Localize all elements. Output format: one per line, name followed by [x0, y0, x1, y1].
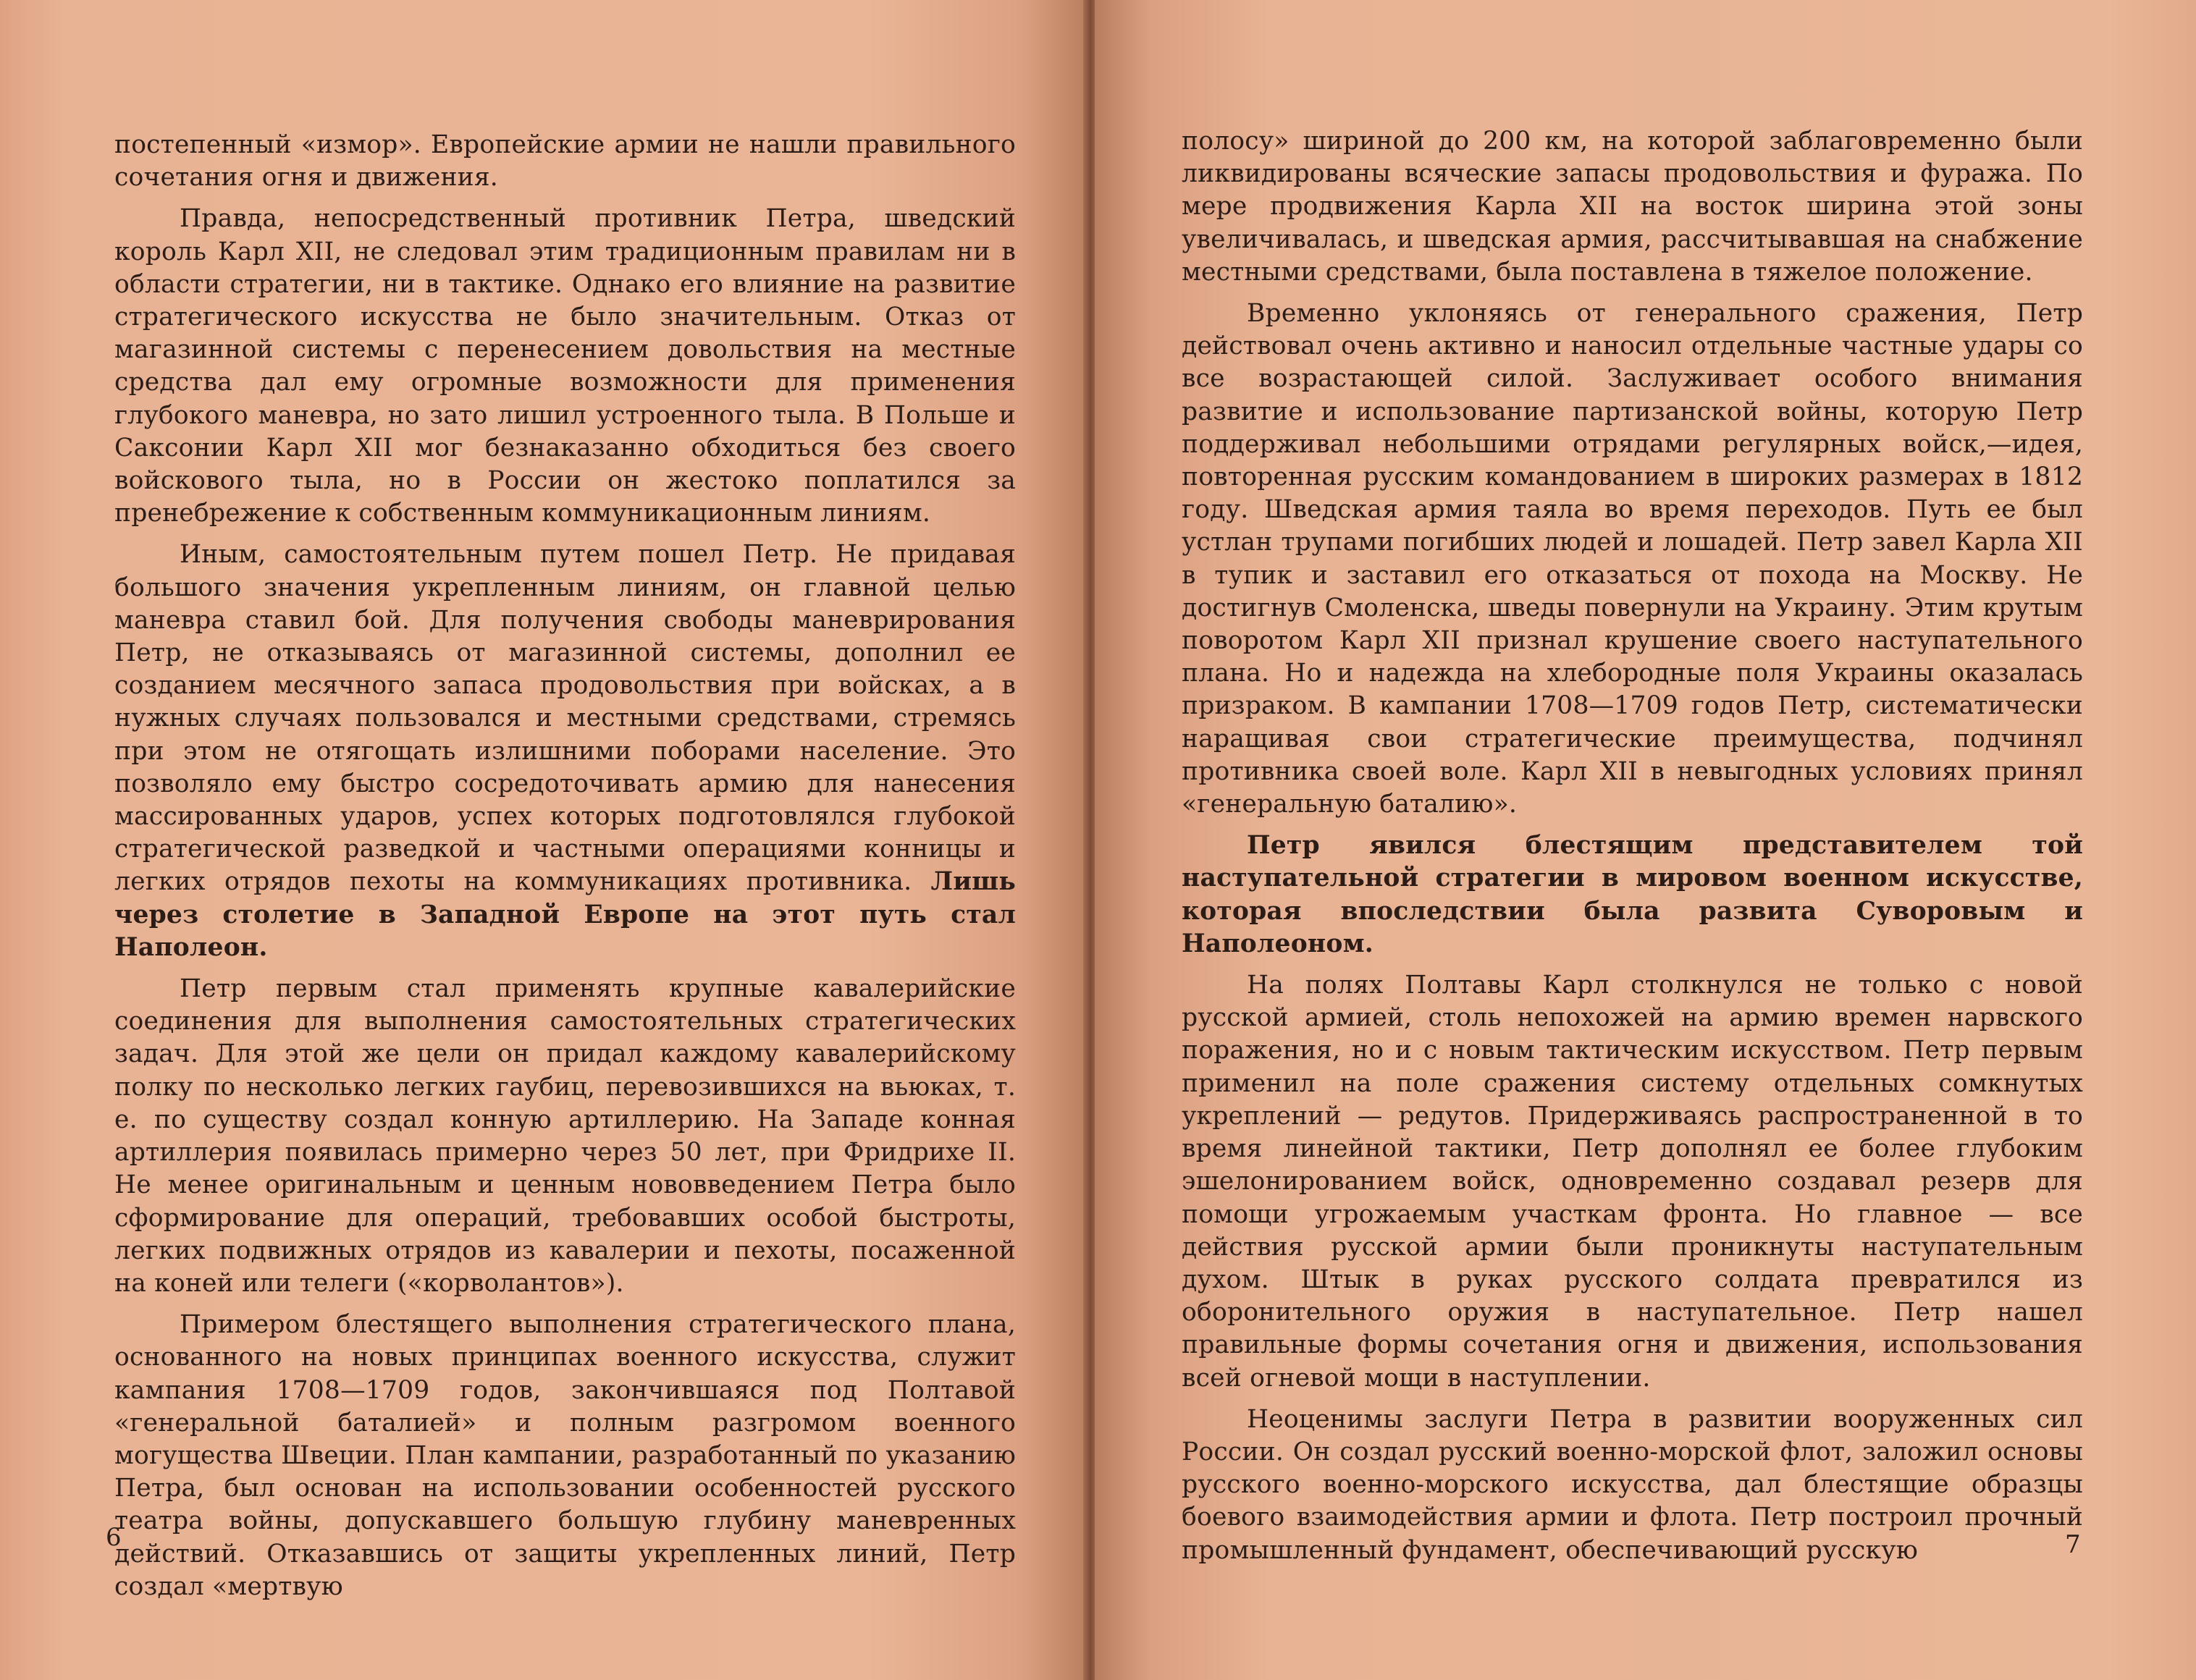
paragraph: Правда, непосредственный противник Петра, шведский король Карл XII, не следовал этим традиционным правилам ни в области стратегии, ни в тактике. Однако его влияние на развитие стратегического искусства не было значительным. Отказ от магазинной системы с перенесением довольствия на местные средства дал ему огромные возможности для применения глубокого маневра, но зато лишил устроенного тыла. В Польше и Саксонии Карл XII мог безнаказанно обходиться без своего войскового тыла, но в России он жестоко поплатился за пренебрежение к собственным коммуникационным линиям. [114, 204, 1016, 528]
bold-emphasis: Лишь через столетие в Западной Европе на этот путь стал Наполеон. [114, 867, 1016, 962]
paragraph: Временно уклоняясь от генерального сражения, Петр действовал очень активно и наносил отдельные частные удары со все возрастающей силой. Заслуживает особого внимания развитие и использование партизанской войны, которую Петр поддерживал небольшими отрядами регулярных войск,—идея, повторенная русским командованием в широких размерах в 1812 году. Шведская армия таяла во время переходов. Путь ее был устлан трупами погибших людей и лошадей. Петр завел Карла XII в тупик и заставил его отказаться от похода на Москву. Не достигнув Смоленска, шведы повернули на Украину. Этим крутым поворотом Карл XII признал крушение своего наступательного плана. Но и надежда на хлебородные поля Украины оказалась призраком. В кампании 1708—1709 годов Петр, систематически наращивая свои стратегические преимущества, подчинял противника своей воле. Карл XII в невыгодных условиях принял «генеральную баталию». [1182, 299, 2083, 819]
paragraph: постепенный «измор». Европейские армии не нашли правильного сочетания огня и движения. [114, 130, 1016, 193]
page-number: 7 [2065, 1530, 2081, 1559]
right-page-text [1182, 125, 2083, 1576]
page-number: 6 [106, 1523, 122, 1552]
paragraph: Неоценимы заслуги Петра в развитии вооруженных сил России. Он создал русский военно-морской флот, заложил основы русского военно-морского искусства, дал блестящие образцы боевого взаимодействия армии и флота. Петр построил прочный промышленный фундамент, обеспечивающий русскую [1182, 1404, 2083, 1565]
paragraph-text: Иным, самостоятельным путем пошел Петр. Не придавая большого значения укрепленным линиям, он главной целью маневра ставил бой. Для получения свободы маневрирования Петр, не отказываясь от магазинной системы, дополнил ее созданием месячного запаса продовольствия при войсках, а в нужных случаях пользовался и местными средствами, стремясь при этом не отягощать излишними поборами население. Это позволяло ему быстро сосредоточивать армию для нанесения массированных ударов, успех которых подготовлялся глубокой стратегической разведкой и частными операциями конницы и легких отрядов пехоты на коммуникациях противника. [114, 540, 1016, 897]
right-page [1095, 0, 2196, 1680]
paragraph [114, 539, 1016, 964]
left-page [0, 0, 1086, 1680]
bold-paragraph: Петр явился блестящим представителем той наступательной стратегии в мировом военном искусстве, которая впоследствии была развита Суворовым и Наполеоном. [1182, 831, 2083, 958]
paragraph: На полях Полтавы Карл столкнулся не только с новой русской армией, столь непохожей на армию времен нарвского поражения, но и с новым тактическим искусством. Петр первым применил на поле сражения систему отдельных сомкнутых укреплений — редутов. Придерживаясь распространенной в то время линейной тактики, Петр дополнял ее более глубоким эшелонированием войск, одновременно создавал резерв для помощи угрожаемым участкам фронта. Но главное — все действия русской армии были проникнуты наступательным духом. Штык в руках русского солдата превратился из оборонительного оружия в наступательное. Петр нашел правильные формы сочетания огня и движения, использования всей огневой мощи в наступлении. [1182, 971, 2083, 1393]
paragraph: полосу» шириной до 200 км, на которой заблаговременно были ликвидированы всяческие запасы продовольствия и фуража. По мере продвижения Карла XII на восток ширина этой зоны увеличивалась, и шведская армия, рассчитывавшая на снабжение местными средствами, была поставлена в тяжелое положение. [1182, 127, 2083, 287]
left-page-text [114, 129, 1016, 1612]
paragraph: Петр первым стал применять крупные кавалерийские соединения для выполнения самостоятельных стратегических задач. Для этой же цели он придал каждому кавалерийскому полку по несколько легких гаубиц, перевозившихся на вьюках, т. е. по существу создал конную артиллерию. На Западе конная артиллерия появилась примерно через 50 лет, при Фридрихе II. Не менее оригинальным и ценным нововведением Петра было сформирование для операций, требовавших особой быстроты, легких подвижных отрядов из кавалерии и пехоты, посаженной на коней или телеги («корволантов»). [114, 974, 1016, 1298]
paragraph: Примером блестящего выполнения стратегического плана, основанного на новых принципах военного искусства, служит кампания 1708—1709 годов, закончившаяся под Полтавой «генеральной баталией» и полным разгромом военного могущества Швеции. План кампании, разработанный по указанию Петра, был основан на использовании особенностей русского театра войны, допускавшего большую глубину маневренных действий. Отказавшись от защиты укрепленных линий, Петр создал «мертвую [114, 1310, 1016, 1601]
